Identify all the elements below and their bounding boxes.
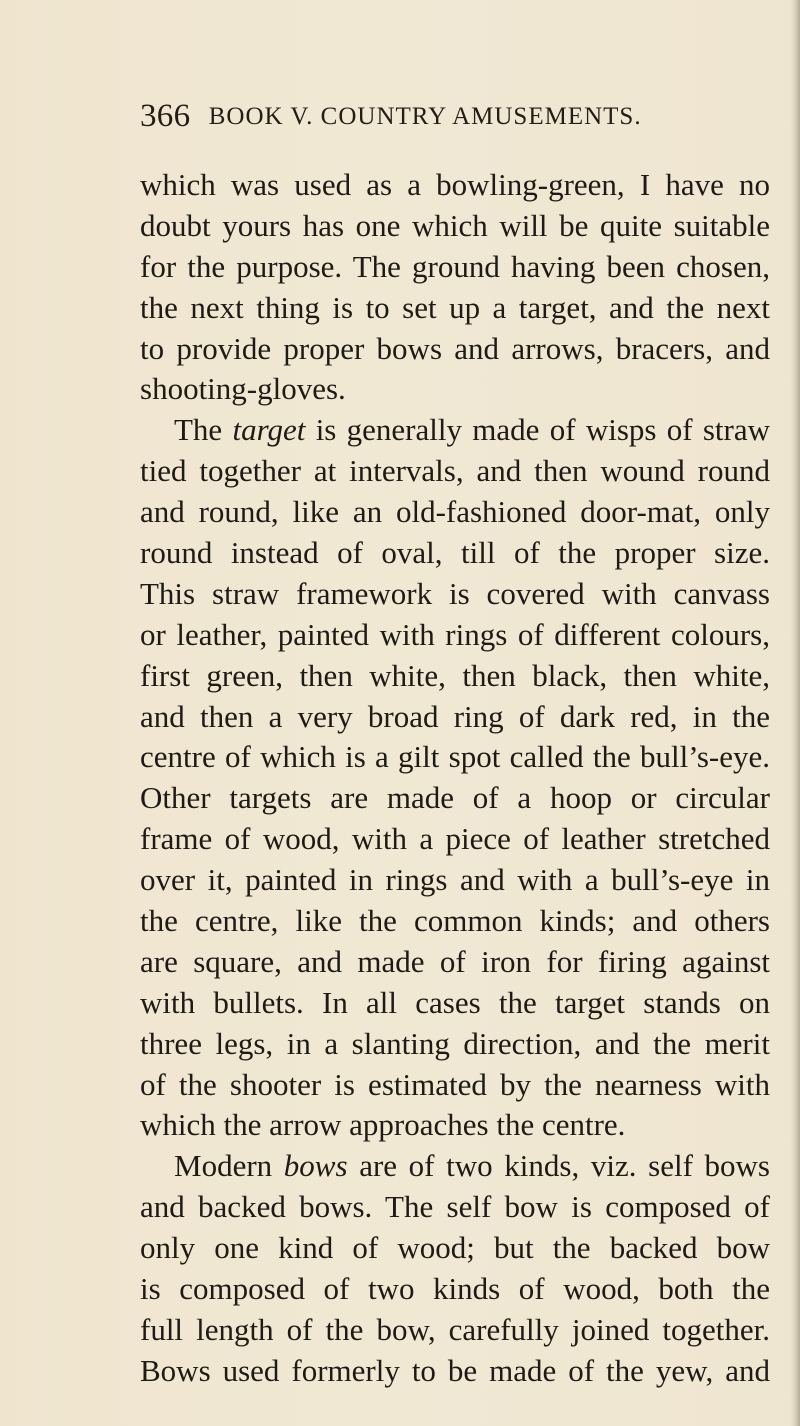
text-line-10: round instead of oval, till of the proper size. — [140, 535, 770, 571]
text-line-15: centre of which is a gilt spot called the bull’s-eye. — [140, 739, 770, 775]
text-line-28: is composed of two kinds of wood, both the — [140, 1271, 770, 1307]
text-line-26: and backed bows. The self bow is composed of — [140, 1189, 770, 1225]
text-line-6: shooting-gloves. — [140, 371, 346, 407]
text-line-11: This straw framework is covered with canvass — [140, 575, 770, 611]
text-line-9: and round, like an old-fashioned door-mat, only — [140, 494, 770, 530]
text-line-18: over it, painted in rings and with a bull’s-eye in — [140, 862, 770, 898]
italic-bows: bows — [283, 1148, 348, 1184]
page-number: 366 — [140, 98, 191, 134]
text-line-16: Other targets are made of a hoop or circular — [140, 780, 770, 816]
text-line-30: Bows used formerly to be made of the yew, and — [140, 1352, 770, 1388]
text-line-4: the next thing is to set up a target, and the next — [140, 289, 770, 325]
text-line-14: and then a very broad ring of dark red, in the — [140, 698, 770, 734]
text-line-1: which was used as a bowling-green, I have no — [140, 167, 770, 202]
text-line-19: the centre, like the common kinds; and others — [140, 903, 770, 939]
page-edge-shadow — [790, 0, 800, 1426]
running-header — [140, 98, 700, 138]
text-line-13: first green, then white, then black, then white, — [140, 657, 770, 693]
body-text — [140, 165, 770, 1392]
text-line-17: frame of wood, with a piece of leather stretched — [140, 821, 770, 857]
text-line-24: which the arrow approaches the centre. — [140, 1107, 626, 1143]
text-line-12: or leather, painted with rings of different colours, — [140, 616, 770, 652]
text-line-22: three legs, in a slanting direction, and the merit — [140, 1025, 770, 1061]
text-line-8: tied together at intervals, and then wound round — [140, 453, 770, 489]
text-line-29: full length of the bow, carefully joined together. — [140, 1311, 770, 1347]
text-line-23: of the shooter is estimated by the nearness with — [140, 1066, 770, 1102]
text-line-21: with bullets. In all cases the target stands on — [140, 984, 770, 1020]
text-line-5: to provide proper bows and arrows, bracers, and — [140, 330, 770, 366]
text-line-3: for the purpose. The ground having been chosen, — [140, 248, 770, 284]
text-line-7: The target is generally made of wisps of straw — [174, 412, 770, 448]
text-line-25: Modern bows are of two kinds, viz. self bows — [174, 1148, 770, 1184]
running-head-title: BOOK V. COUNTRY AMUSEMENTS. — [208, 103, 642, 130]
text-line-2: doubt yours has one which will be quite suitable — [140, 207, 770, 243]
text-line-27: only one kind of wood; but the backed bow — [140, 1230, 770, 1266]
text-line-20: are square, and made of iron for firing against — [140, 943, 770, 979]
italic-target: target — [232, 412, 306, 448]
